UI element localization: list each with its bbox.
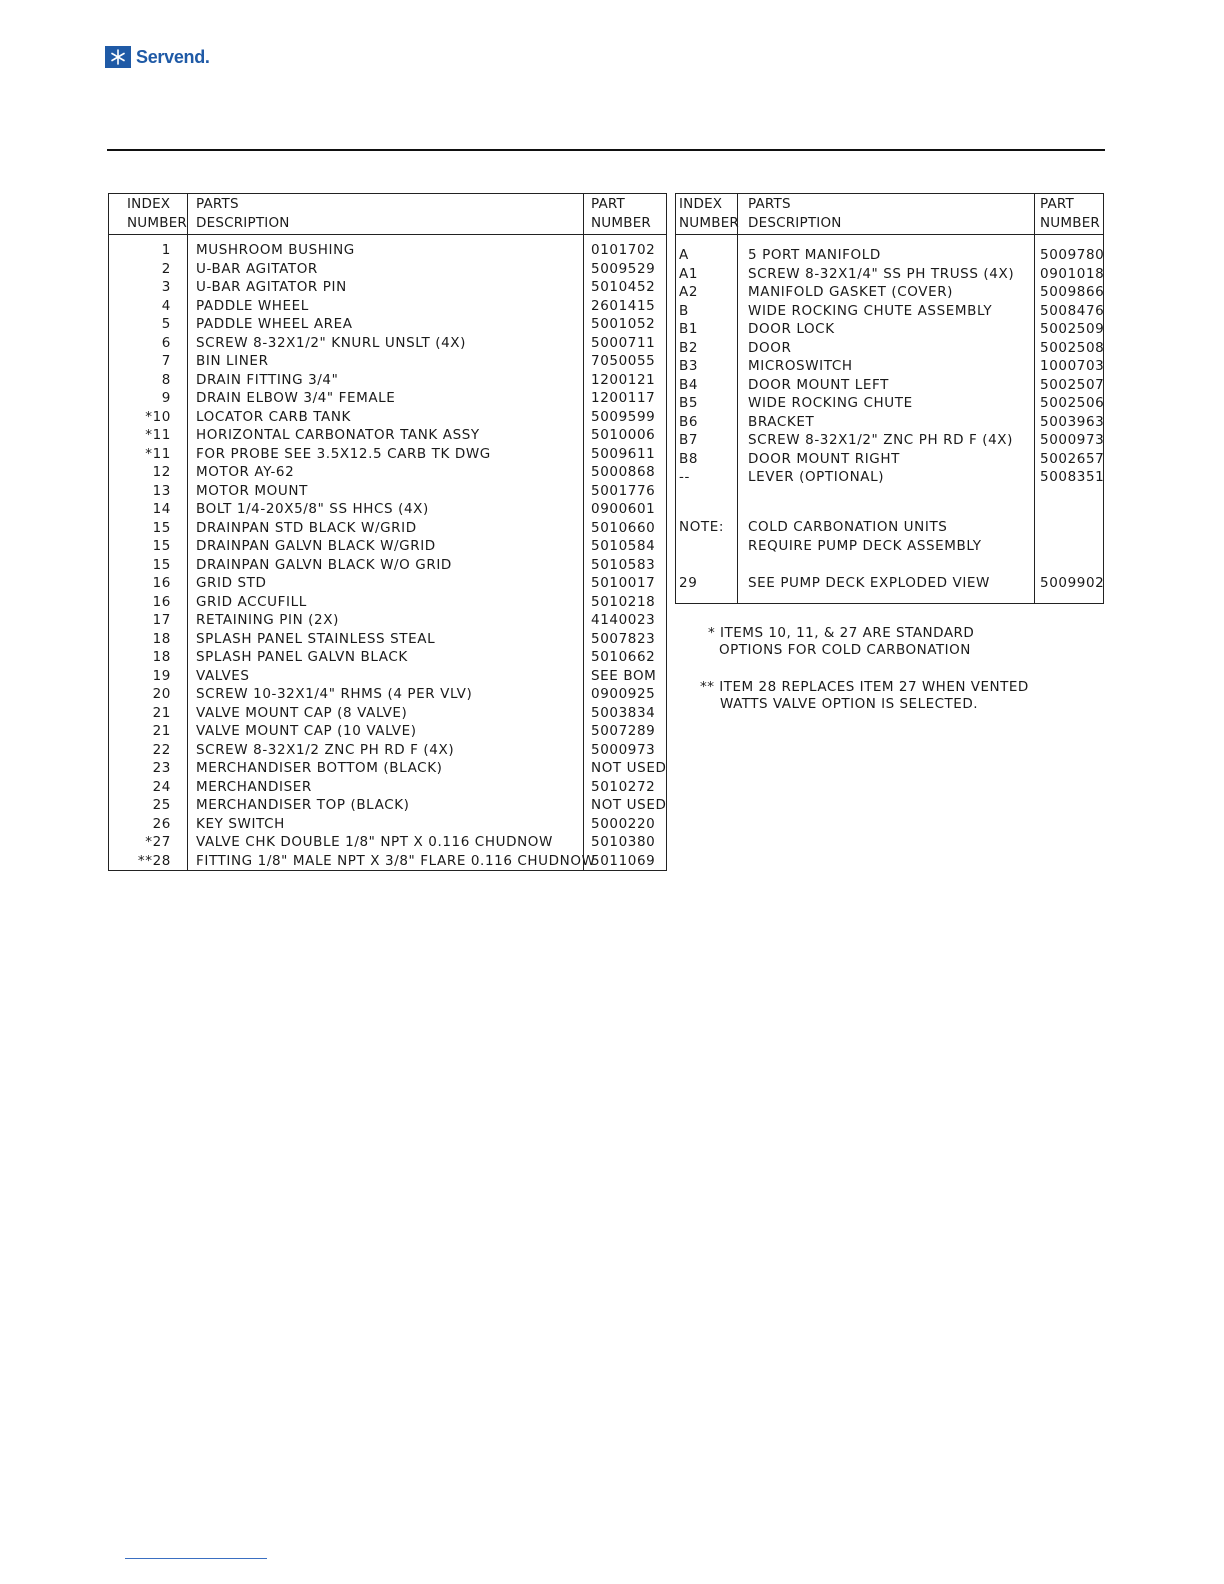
part-number-cell: 0900925 bbox=[591, 686, 656, 702]
index-cell: A2 bbox=[679, 284, 699, 300]
description-cell: DRAINPAN GALVN BLACK W/O GRID bbox=[196, 556, 452, 573]
table-row bbox=[676, 265, 1103, 284]
description-cell: HORIZONTAL CARBONATOR TANK ASSY bbox=[196, 427, 480, 443]
part-number-cell: 5002507 bbox=[1040, 376, 1105, 393]
footnote-continuation: WATTS VALVE OPTION IS SELECTED. bbox=[720, 695, 979, 712]
part-number-cell: 0901018 bbox=[1040, 265, 1105, 282]
index-cell: 17 bbox=[152, 612, 171, 628]
table-row bbox=[676, 431, 1103, 450]
index-cell: 3 bbox=[161, 279, 171, 295]
index-cell: 15 bbox=[152, 519, 171, 536]
part-number-header: PART NUMBER bbox=[1040, 196, 1100, 231]
table-row bbox=[109, 574, 666, 593]
table-row bbox=[109, 741, 666, 760]
table-row bbox=[109, 685, 666, 704]
part-number-cell: 5000973 bbox=[1040, 432, 1105, 448]
table-row bbox=[676, 376, 1103, 395]
part-number-cell: 1200121 bbox=[591, 371, 656, 388]
description-cell: VALVES bbox=[196, 667, 250, 684]
index-cell: 9 bbox=[161, 390, 171, 406]
index-cell: 15 bbox=[152, 538, 171, 554]
footnote-line: ITEM 28 REPLACES ITEM 27 WHEN VENTED bbox=[719, 679, 1029, 695]
description-cell: MICROSWITCH bbox=[748, 358, 853, 374]
part-number-cell: 5000220 bbox=[591, 815, 656, 832]
table-row bbox=[109, 556, 666, 575]
index-cell: *11 bbox=[145, 445, 171, 462]
footer-line bbox=[125, 1558, 267, 1559]
table-row bbox=[109, 389, 666, 408]
table-row bbox=[676, 339, 1103, 358]
description-cell: RETAINING PIN (2X) bbox=[196, 612, 339, 628]
index-cell: 4 bbox=[161, 297, 171, 314]
logo-wordmark: Servend. bbox=[136, 47, 210, 67]
header-divider bbox=[109, 234, 666, 235]
table-row bbox=[109, 667, 666, 686]
index-cell: 25 bbox=[152, 797, 171, 813]
description-cell: SCREW 8-32X1/2" ZNC PH RD F (4X) bbox=[748, 432, 1014, 448]
index-cell: B1 bbox=[679, 321, 699, 337]
part-number-cell: 5009780 bbox=[1040, 247, 1105, 263]
description-cell: SCREW 8-32X1/4" SS PH TRUSS (4X) bbox=[748, 265, 1015, 282]
description-cell: MANIFOLD GASKET (COVER) bbox=[748, 284, 954, 300]
index-cell: 18 bbox=[152, 649, 171, 665]
description-cell: SPLASH PANEL STAINLESS STEAL bbox=[196, 630, 436, 647]
table-row bbox=[109, 334, 666, 353]
part-number-cell: 5010017 bbox=[591, 575, 656, 591]
description-cell: DOOR bbox=[748, 339, 792, 356]
index-cell: 26 bbox=[152, 815, 171, 832]
description-cell: VALVE MOUNT CAP (8 VALVE) bbox=[196, 704, 408, 721]
description-cell: DOOR LOCK bbox=[748, 321, 835, 337]
part-number-cell: 5010006 bbox=[591, 427, 656, 443]
part-number-cell: 5010380 bbox=[591, 834, 656, 850]
table-row bbox=[109, 704, 666, 723]
description-cell: VALVE CHK DOUBLE 1/8" NPT X 0.116 CHUDNOW bbox=[196, 834, 553, 850]
index-cell: 19 bbox=[152, 667, 171, 684]
description-cell: DOOR MOUNT RIGHT bbox=[748, 450, 900, 467]
part-number-cell: 5003834 bbox=[591, 704, 656, 721]
header-divider bbox=[676, 234, 1103, 235]
table-row bbox=[109, 482, 666, 501]
table-row bbox=[109, 278, 666, 297]
index-cell: 20 bbox=[152, 686, 171, 702]
table-row bbox=[676, 450, 1103, 469]
servend-logo bbox=[105, 46, 210, 68]
snowflake-icon bbox=[105, 46, 131, 68]
table-row bbox=[109, 241, 666, 260]
table-row bbox=[676, 574, 1103, 593]
part-number-cell: 5000973 bbox=[591, 741, 656, 758]
index-cell: B4 bbox=[679, 376, 699, 393]
part-number-cell: 0900601 bbox=[591, 501, 656, 517]
note-row bbox=[676, 537, 1103, 556]
note-row bbox=[676, 518, 1103, 537]
index-cell: 21 bbox=[152, 723, 171, 739]
index-cell: 5 bbox=[161, 316, 171, 332]
description-cell: U-BAR AGITATOR bbox=[196, 260, 318, 277]
part-number-cell: 1000703 bbox=[1040, 358, 1105, 374]
part-number-cell: 5008351 bbox=[1040, 469, 1105, 485]
table-row bbox=[109, 500, 666, 519]
header-rule bbox=[107, 149, 1105, 151]
part-number-cell: 5009529 bbox=[591, 260, 656, 277]
description-cell: PADDLE WHEEL AREA bbox=[196, 316, 353, 332]
description-cell: DRAIN ELBOW 3/4" FEMALE bbox=[196, 390, 396, 406]
table-row bbox=[109, 463, 666, 482]
description-cell: LEVER (OPTIONAL) bbox=[748, 469, 885, 485]
right-parts-table bbox=[675, 193, 1104, 604]
index-cell: 16 bbox=[152, 575, 171, 591]
part-number-cell: 5007289 bbox=[591, 723, 656, 739]
description-cell: DRAINPAN STD BLACK W/GRID bbox=[196, 519, 417, 536]
table-row bbox=[109, 611, 666, 630]
table-row bbox=[109, 537, 666, 556]
description-cell: U-BAR AGITATOR PIN bbox=[196, 279, 347, 295]
description-cell: BIN LINER bbox=[196, 353, 269, 369]
part-number-cell: 5010218 bbox=[591, 593, 656, 610]
index-cell: B3 bbox=[679, 358, 699, 374]
index-cell: B8 bbox=[679, 450, 699, 467]
description-cell: SPLASH PANEL GALVN BLACK bbox=[196, 649, 408, 665]
part-number-cell: 5010662 bbox=[591, 649, 656, 665]
part-number-cell: 2601415 bbox=[591, 297, 656, 314]
table-row bbox=[109, 260, 666, 279]
table-row bbox=[676, 394, 1103, 413]
table-row bbox=[109, 796, 666, 815]
table-row bbox=[109, 593, 666, 612]
description-header: PARTS DESCRIPTION bbox=[748, 196, 842, 231]
part-number-cell: 5002509 bbox=[1040, 321, 1105, 337]
index-cell: -- bbox=[679, 469, 690, 485]
table-row bbox=[676, 468, 1103, 487]
table-row bbox=[109, 445, 666, 464]
part-number-cell: 1200117 bbox=[591, 390, 656, 406]
description-cell: DRAIN FITTING 3/4" bbox=[196, 371, 339, 388]
index-cell: *11 bbox=[145, 427, 171, 443]
description-cell: LOCATOR CARB TANK bbox=[196, 408, 352, 425]
description-cell: BOLT 1/4-20X5/8" SS HHCS (4X) bbox=[196, 501, 429, 517]
index-cell: A bbox=[679, 247, 689, 263]
part-number-cell: NOT USED bbox=[591, 797, 667, 813]
part-number-cell: 5010660 bbox=[591, 519, 656, 536]
description-cell: MERCHANDISER BOTTOM (BLACK) bbox=[196, 760, 443, 776]
description-cell: KEY SWITCH bbox=[196, 815, 285, 832]
index-cell: 18 bbox=[152, 630, 171, 647]
description-cell: SCREW 8-32X1/2" KNURL UNSLT (4X) bbox=[196, 334, 467, 351]
table-row bbox=[676, 320, 1103, 339]
table-row bbox=[109, 630, 666, 649]
table-row bbox=[676, 246, 1103, 265]
index-cell: A1 bbox=[679, 265, 699, 282]
table-row bbox=[109, 408, 666, 427]
index-cell: 1 bbox=[161, 242, 171, 258]
table-row bbox=[109, 297, 666, 316]
description-cell: MOTOR AY-62 bbox=[196, 464, 295, 480]
part-number-cell: 5010452 bbox=[591, 279, 656, 295]
part-number-cell: SEE BOM bbox=[591, 667, 657, 684]
part-number-cell: 5010272 bbox=[591, 778, 656, 795]
description-cell: MERCHANDISER TOP (BLACK) bbox=[196, 797, 410, 813]
index-cell: 16 bbox=[152, 593, 171, 610]
description-cell: FITTING 1/8" MALE NPT X 3/8" FLARE 0.116 CHUDNOW bbox=[196, 852, 596, 869]
table-row bbox=[109, 352, 666, 371]
description-cell: WIDE ROCKING CHUTE ASSEMBLY bbox=[748, 302, 993, 319]
index-header: INDEX NUMBER bbox=[127, 196, 187, 231]
index-cell: B7 bbox=[679, 432, 699, 448]
footnote-mark: ** bbox=[700, 679, 715, 695]
index-cell: 23 bbox=[152, 760, 171, 776]
part-number-cell: 5009866 bbox=[1040, 284, 1105, 300]
table-row bbox=[109, 833, 666, 852]
index-cell: B bbox=[679, 302, 689, 319]
index-cell: *27 bbox=[145, 834, 171, 850]
index-cell: 8 bbox=[161, 371, 171, 388]
table-row bbox=[109, 759, 666, 778]
index-header: INDEX NUMBER bbox=[679, 196, 739, 231]
description-cell: MUSHROOM BUSHING bbox=[196, 242, 355, 258]
description-cell: GRID STD bbox=[196, 575, 267, 591]
footnote-continuation: OPTIONS FOR COLD CARBONATION bbox=[719, 641, 971, 658]
table-row bbox=[109, 371, 666, 390]
index-cell: 14 bbox=[152, 501, 171, 517]
index-cell: 7 bbox=[161, 353, 171, 369]
description-cell: DRAINPAN GALVN BLACK W/GRID bbox=[196, 538, 436, 554]
index-cell: 21 bbox=[152, 704, 171, 721]
index-cell: 15 bbox=[152, 556, 171, 573]
index-cell: B2 bbox=[679, 339, 699, 356]
part-number-header: PART NUMBER bbox=[591, 196, 651, 231]
index-cell: 13 bbox=[152, 482, 171, 499]
part-number-cell: 5001776 bbox=[591, 482, 656, 499]
footnote bbox=[700, 679, 1029, 696]
description-cell: SCREW 8-32X1/2 ZNC PH RD F (4X) bbox=[196, 741, 455, 758]
index-cell: B5 bbox=[679, 395, 699, 411]
description-cell: SCREW 10-32X1/4" RHMS (4 PER VLV) bbox=[196, 686, 473, 702]
description-cell: 5 PORT MANIFOLD bbox=[748, 247, 881, 263]
footnote bbox=[708, 625, 974, 642]
index-cell: 22 bbox=[152, 741, 171, 758]
table-row bbox=[676, 413, 1103, 432]
note-line: COLD CARBONATION UNITS bbox=[748, 519, 948, 535]
part-number-cell: NOT USED bbox=[591, 760, 667, 776]
description-cell: WIDE ROCKING CHUTE bbox=[748, 395, 913, 411]
table-row bbox=[109, 426, 666, 445]
description-cell: FOR PROBE SEE 3.5X12.5 CARB TK DWG bbox=[196, 445, 491, 462]
description-cell: GRID ACCUFILL bbox=[196, 593, 307, 610]
part-number-cell: 5002657 bbox=[1040, 450, 1105, 467]
part-number-cell: 7050055 bbox=[591, 353, 656, 369]
part-number-cell: 5010584 bbox=[591, 538, 656, 554]
part-number-cell: 5002506 bbox=[1040, 395, 1105, 411]
description-cell: PADDLE WHEEL bbox=[196, 297, 309, 314]
table-row bbox=[109, 722, 666, 741]
table-row bbox=[109, 315, 666, 334]
table-row bbox=[676, 302, 1103, 321]
footnote-mark: * bbox=[708, 625, 716, 641]
part-number-cell: 5001052 bbox=[591, 316, 656, 332]
part-number-cell: 5009902 bbox=[1040, 575, 1105, 591]
description-cell: BRACKET bbox=[748, 413, 815, 430]
part-number-cell: 0101702 bbox=[591, 242, 656, 258]
description-cell: MERCHANDISER bbox=[196, 778, 312, 795]
table-row bbox=[676, 357, 1103, 376]
index-cell: 29 bbox=[679, 575, 698, 591]
table-row bbox=[109, 852, 666, 871]
description-cell: VALVE MOUNT CAP (10 VALVE) bbox=[196, 723, 417, 739]
description-cell: SEE PUMP DECK EXPLODED VIEW bbox=[748, 575, 991, 591]
description-header: PARTS DESCRIPTION bbox=[196, 196, 290, 231]
note-line: REQUIRE PUMP DECK ASSEMBLY bbox=[748, 537, 982, 554]
table-row bbox=[109, 648, 666, 667]
index-cell: 12 bbox=[152, 464, 171, 480]
part-number-cell: 5009599 bbox=[591, 408, 656, 425]
left-parts-table bbox=[108, 193, 667, 871]
footnote-line: ITEMS 10, 11, & 27 ARE STANDARD bbox=[720, 625, 975, 641]
index-cell: B6 bbox=[679, 413, 699, 430]
part-number-cell: 5007823 bbox=[591, 630, 656, 647]
table-row bbox=[109, 815, 666, 834]
table-row bbox=[676, 283, 1103, 302]
part-number-cell: 5008476 bbox=[1040, 302, 1105, 319]
part-number-cell: 5010583 bbox=[591, 556, 656, 573]
part-number-cell: 5000711 bbox=[591, 334, 656, 351]
index-cell: 2 bbox=[161, 260, 171, 277]
table-row bbox=[109, 778, 666, 797]
part-number-cell: 5009611 bbox=[591, 445, 656, 462]
part-number-cell: 5011069 bbox=[591, 852, 656, 869]
index-cell: 6 bbox=[161, 334, 171, 351]
description-cell: DOOR MOUNT LEFT bbox=[748, 376, 889, 393]
table-row bbox=[109, 519, 666, 538]
index-cell: 24 bbox=[152, 778, 171, 795]
part-number-cell: 4140023 bbox=[591, 612, 656, 628]
index-cell: *10 bbox=[145, 408, 171, 425]
index-cell: **28 bbox=[137, 852, 171, 869]
part-number-cell: 5002508 bbox=[1040, 339, 1105, 356]
part-number-cell: 5000868 bbox=[591, 464, 656, 480]
part-number-cell: 5003963 bbox=[1040, 413, 1105, 430]
description-cell: MOTOR MOUNT bbox=[196, 482, 308, 499]
note-label: NOTE: bbox=[679, 519, 725, 535]
